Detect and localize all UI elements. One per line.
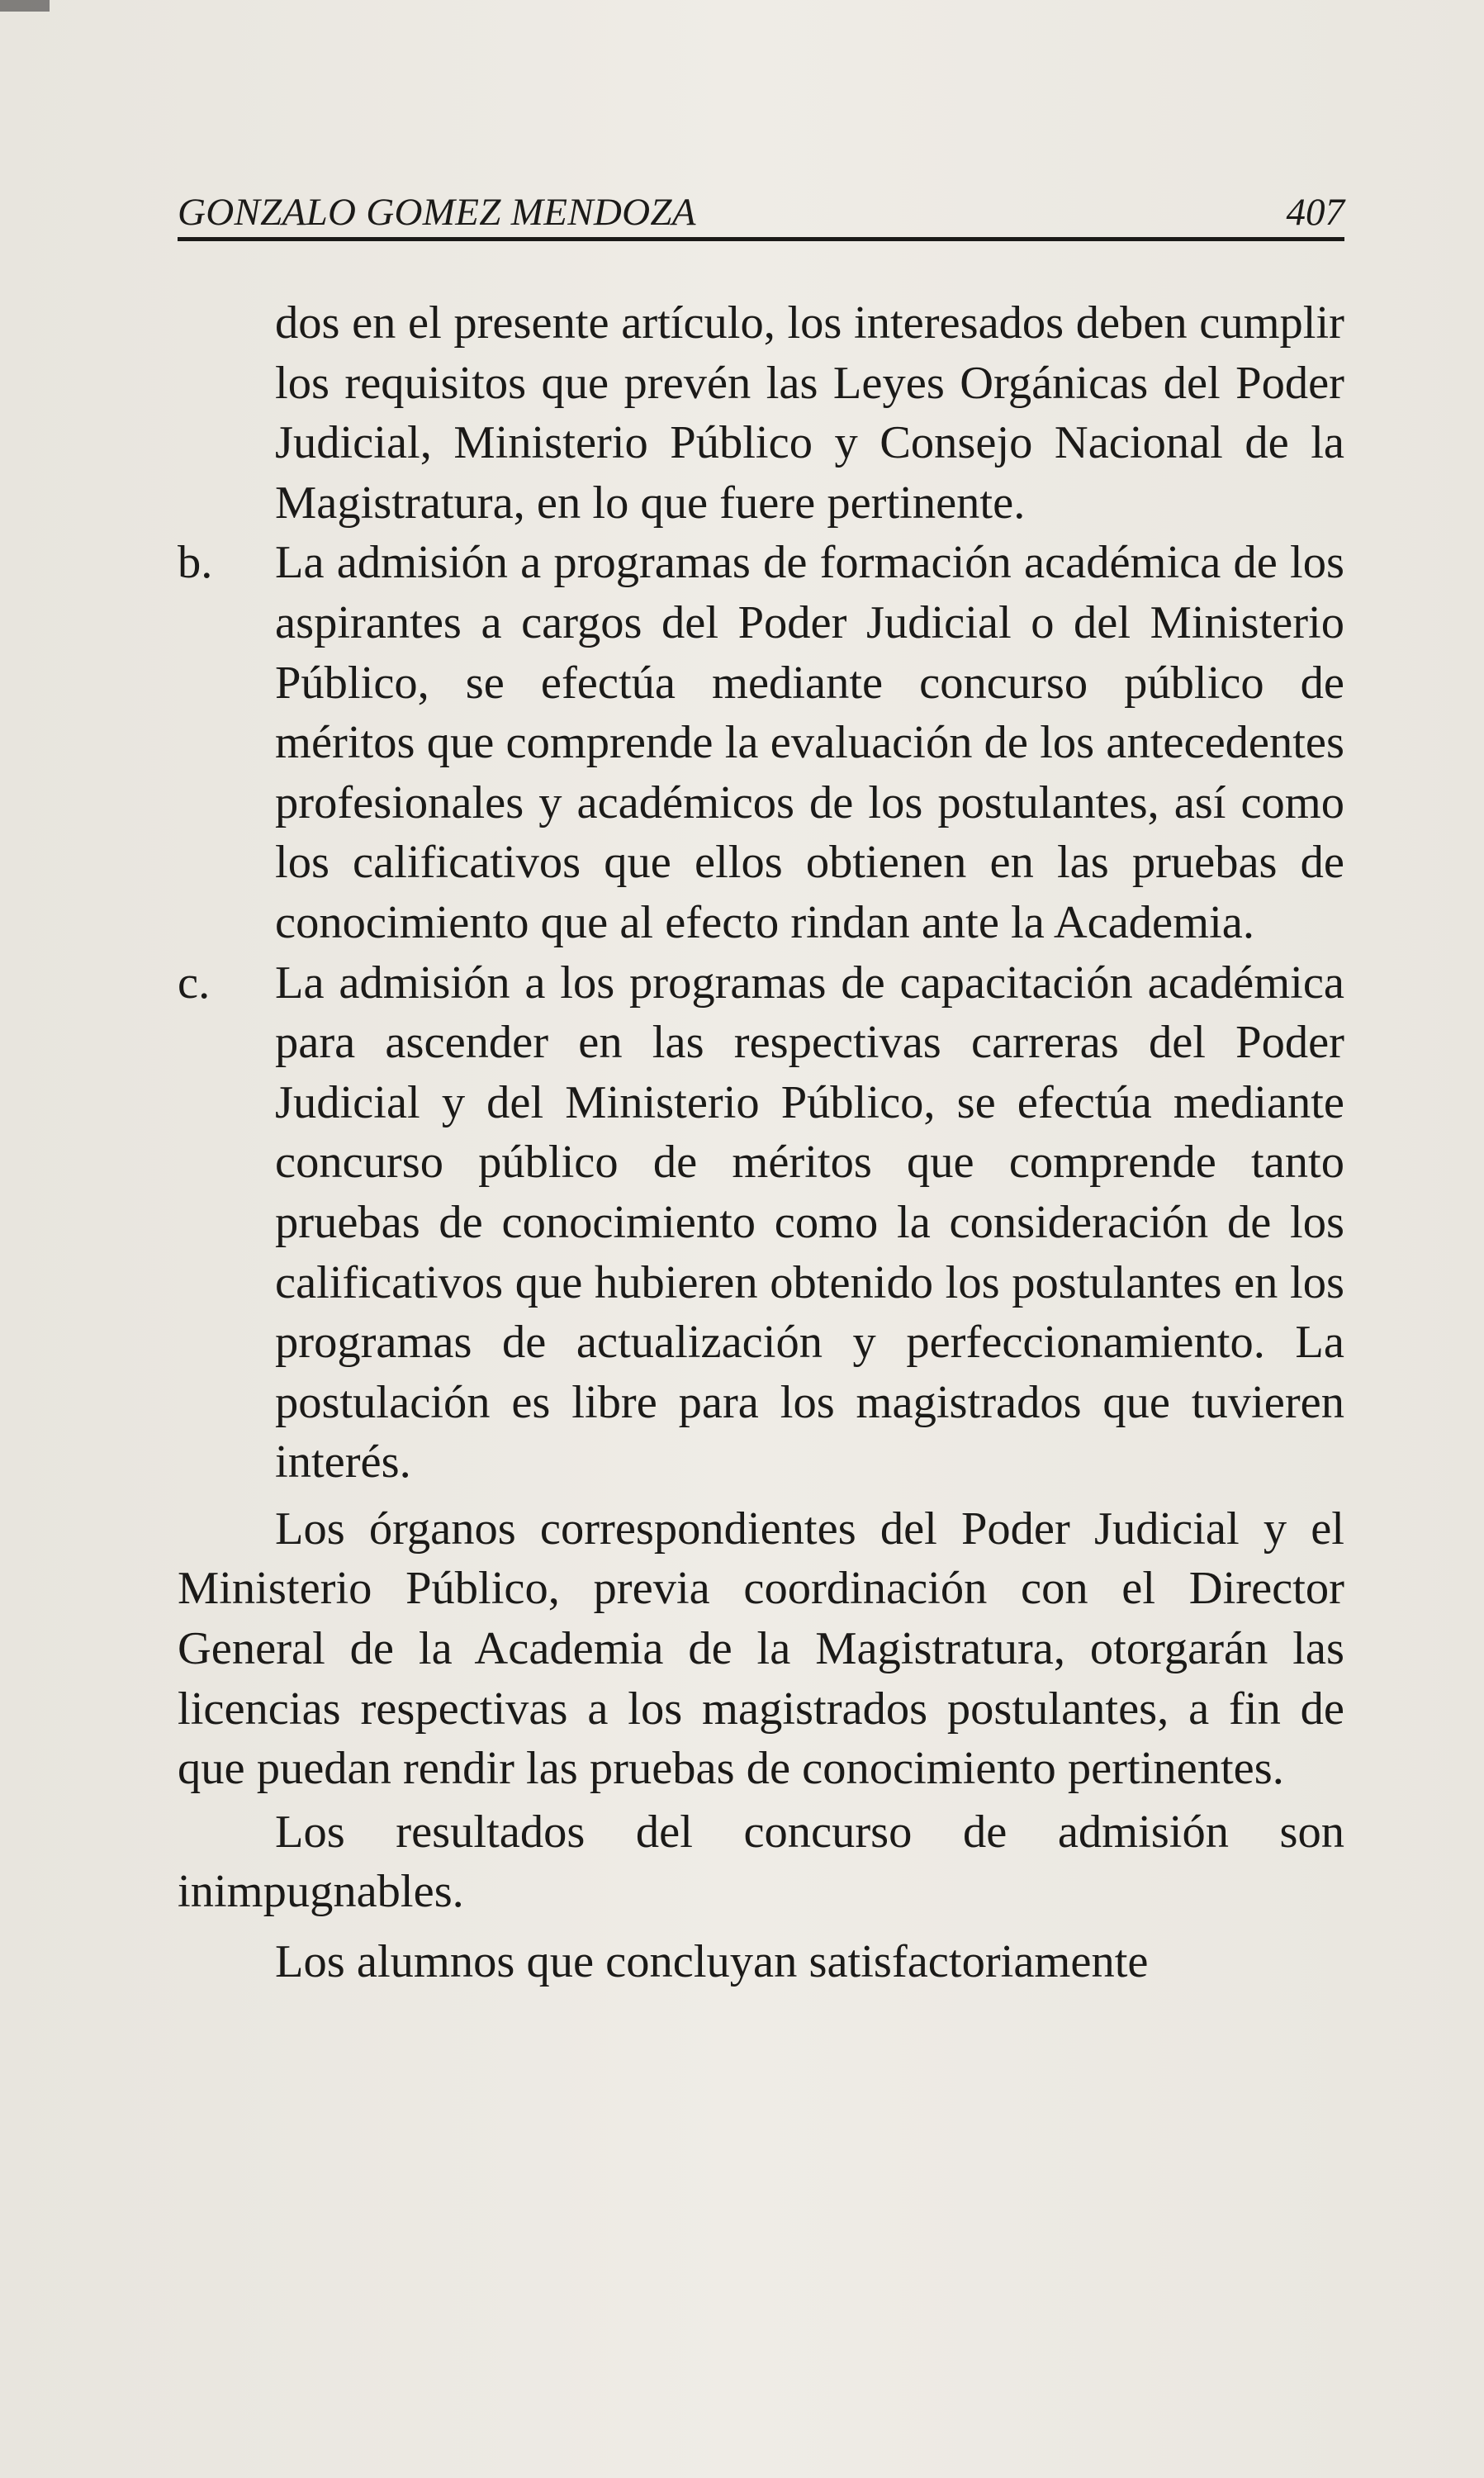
running-header-author: GONZALO GOMEZ MENDOZA [178,191,696,234]
body-paragraph: Los resultados del concurso de admisión son inimpugnables. [178,1806,1344,1918]
list-item-text: La admisión a programas de formación académica de los aspirantes a cargos del Poder Judicial o del Ministerio Público, se efectúa mediante concurso público de méritos que comprende la evaluación de los antecedentes profesionales y académicos de los postulantes, así como los calificativos que ellos obtienen en las pruebas de conocimiento que al efecto rindan ante la Academia. [275,537,1344,948]
list-item-c [178,953,1344,1493]
body-paragraph: Los alumnos que concluyan satisfactoriamente [275,1936,1149,1988]
list-item-continuation [178,293,1344,533]
list-marker: c. [178,957,211,1009]
list-marker: b. [178,537,213,589]
list-item-text: dos en el presente artículo, los interesados deben cumplir los requisitos que prevén las Leyes Orgánicas del Poder Judicial, Ministerio Público y Consejo Nacional de la Magistratura, en lo que fuere pertinente. [275,297,1344,529]
header-rule [178,237,1344,241]
list-item-b [178,533,1344,952]
scan-edge-mark [0,0,50,12]
running-header [178,183,1344,241]
page-number: 407 [1286,191,1344,234]
page-body [178,293,1344,1992]
body-paragraph: Los órganos correspondientes del Poder Judicial y el Ministerio Público, previa coordinación con el Director General de la Academia de la Magistratura, otorgarán las licencias respectivas a los magistrados postulantes, a fin de que puedan rendir las pruebas de conocimiento pertinentes. [178,1502,1344,1795]
list-item-text: La admisión a los programas de capacitación académica para ascender en las respectivas carreras del Poder Judicial y del Ministerio Público, se efectúa mediante concurso público de méritos que comprende tanto pruebas de conocimiento como la consideración de los calificativos que hubieren obtenido los postulantes en los programas de actualización y perfeccionamiento. La postulación es libre para los magistrados que tuvieren interés. [275,957,1344,1488]
